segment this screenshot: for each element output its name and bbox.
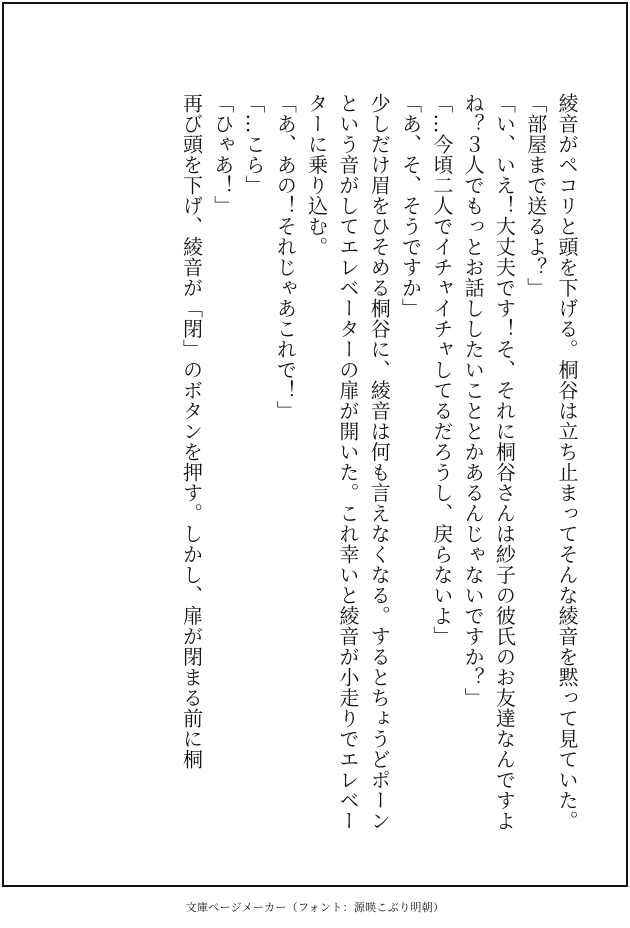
text-line: 再び頭を下げ、綾音が「閉」のボタンを押す。しかし、扉が閉まる前に桐 <box>179 93 204 770</box>
text-line: 「あ、そ、そうですか」 <box>398 93 423 319</box>
text-line: 「ひゃあ！」 <box>210 93 235 216</box>
text-line: 綾音がペコリと頭を下げる。桐谷は立ち止まってそんな綾音を黙って見ていた。 <box>555 93 579 831</box>
vertical-text-block <box>175 93 582 833</box>
book-page <box>2 2 628 887</box>
text-line: 「部屋まで送るよ？」 <box>523 93 548 298</box>
text-line: 「あ、あの！それじゃあこれで！」 <box>273 93 298 421</box>
text-line: 「い、いえ！大丈夫です！そ、それに桐谷さんは紗子の彼氏のお友達なんですよね？３人でもっとお話ししたいこととかあるんじゃないですか？」 <box>461 93 517 831</box>
text-line: 少しだけ眉をひそめる桐谷に、綾音は何も言えなくなる。するとちょうどポーンという音がしてエレベーターの扉が開いた。これ幸いと綾音が小走りでエレベーターに乗り込む。 <box>304 93 392 831</box>
text-line: 「…こら」 <box>242 93 267 196</box>
footer-credit: 文庫ページメーカー（フォント：源暎こぶり明朝） <box>185 901 445 914</box>
text-line: 「…今頃二人でイチャイチャしてるだろうし、戻らないよ」 <box>429 93 454 647</box>
